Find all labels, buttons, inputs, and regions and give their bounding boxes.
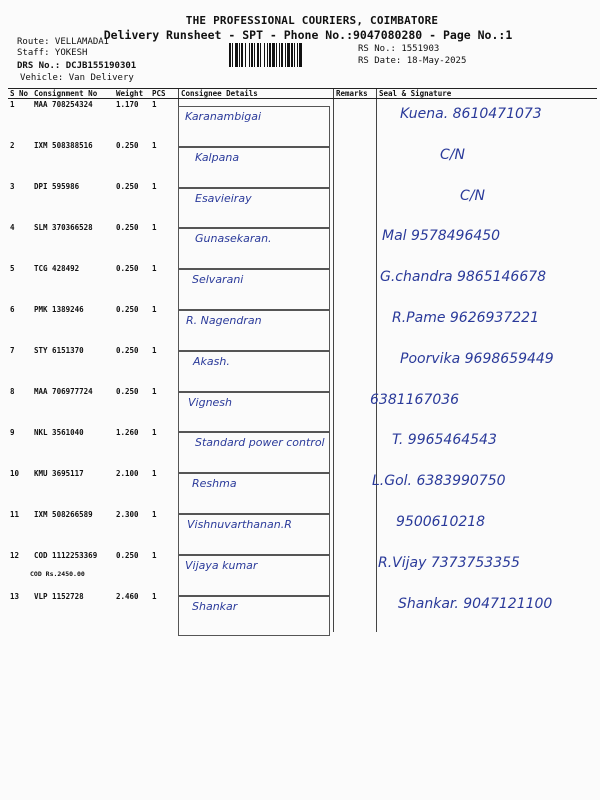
row-consignment-no: STY 6151370	[34, 346, 84, 355]
row-sno: 6	[10, 305, 15, 314]
row-pcs: 1	[152, 346, 157, 355]
row-pcs: 1	[152, 551, 157, 560]
row-consignment-no: DPI 595986	[34, 182, 80, 191]
signature-handwriting: Mal 9578496450	[382, 228, 501, 245]
runsheet-barcode	[229, 43, 353, 67]
row-pcs: 1	[152, 305, 157, 314]
row-remarks	[334, 509, 377, 550]
row-sno: 2	[10, 141, 15, 150]
col-consignment: Consignment No	[32, 89, 114, 99]
row-pcs: 1	[152, 469, 157, 478]
row-sno: 1	[10, 100, 15, 109]
row-sno: 8	[10, 387, 15, 396]
signature-handwriting: Shankar. 9047121100	[398, 595, 553, 612]
row-seal	[377, 181, 598, 222]
rs-date: RS Date: 18-May-2025	[358, 56, 467, 66]
col-weight: Weight	[114, 89, 150, 99]
consignee-box	[178, 392, 330, 433]
row-consignment-no: PMK 1389246	[34, 305, 84, 314]
row-pcs: 1	[152, 182, 157, 191]
col-pcs: PCS	[150, 89, 179, 99]
company-title: THE PROFESSIONAL COURIERS, COIMBATORE	[185, 14, 439, 27]
row-remarks	[334, 345, 377, 386]
col-remarks: Remarks	[334, 89, 377, 99]
row-weight: 0.250	[116, 551, 139, 560]
signature-handwriting: G.chandra 9865146678	[380, 269, 547, 286]
row-pcs: 1	[152, 387, 157, 396]
consignee-handwriting: Standard power control	[195, 436, 325, 450]
consignee-handwriting: Gunasekaran.	[195, 232, 272, 246]
row-remarks	[334, 550, 377, 591]
signature-handwriting: C/N	[440, 146, 465, 163]
row-weight: 0.250	[116, 346, 139, 355]
consignee-box	[178, 514, 330, 555]
col-consignee: Consignee Details	[179, 89, 334, 99]
consignee-handwriting: Vignesh	[188, 395, 233, 409]
cod-amount: COD Rs.2450.00	[30, 570, 85, 578]
consignee-box	[178, 188, 330, 229]
consignee-handwriting: Shankar	[192, 599, 238, 613]
rs-number: RS No.: 1551903	[358, 44, 440, 54]
row-seal	[377, 140, 598, 181]
consignee-box	[178, 310, 330, 351]
signature-handwriting: 9500610218	[396, 514, 486, 530]
consignee-handwriting: Vijaya kumar	[185, 558, 258, 572]
consignee-handwriting: Karanambigai	[185, 110, 262, 123]
consignee-handwriting: Esavieiray	[195, 191, 252, 205]
row-consignment-no: COD 1112253369 COD Rs.2450.00	[30, 551, 98, 578]
row-weight: 1.170	[116, 100, 139, 109]
consignee-handwriting: Selvarani	[192, 273, 244, 287]
row-remarks	[334, 222, 377, 263]
consignee-box	[178, 432, 330, 473]
row-pcs: 1	[152, 223, 157, 232]
consignee-box	[178, 269, 330, 310]
consignee-box	[178, 147, 330, 188]
consignee-handwriting: Akash.	[193, 354, 230, 368]
row-consignment-no: MAA 706977724	[34, 387, 93, 396]
row-remarks	[334, 468, 377, 509]
row-consignment-no: VLP 1152728	[34, 592, 84, 601]
row-sno: 3	[10, 182, 15, 191]
row-remarks	[334, 591, 377, 632]
row-weight: 0.250	[116, 387, 139, 396]
consignee-handwriting: Kalpana	[195, 150, 240, 164]
row-consignment-no: MAA 708254324	[34, 100, 93, 109]
row-sno: 4	[10, 223, 15, 232]
consignee-box	[178, 106, 330, 147]
row-sno: 9	[10, 428, 15, 437]
row-weight: 0.250	[116, 182, 139, 191]
signature-handwriting: Kuena. 8610471073	[400, 106, 542, 122]
row-weight: 0.250	[116, 305, 139, 314]
row-consignment-no: IXM 508266589	[34, 510, 93, 519]
row-pcs: 1	[152, 592, 157, 601]
row-remarks	[334, 99, 377, 141]
row-remarks	[334, 427, 377, 468]
signature-handwriting: T. 9965464543	[392, 432, 497, 449]
row-consignment-no: SLM 370366528	[34, 223, 93, 232]
row-remarks	[334, 304, 377, 345]
row-consignment-no: TCG 428492	[34, 264, 80, 273]
row-consignment-no: KMU 3695117	[34, 469, 84, 478]
row-consignment-no: NKL 3561040	[34, 428, 84, 437]
consignee-box	[178, 596, 330, 637]
row-sno: 7	[10, 346, 15, 355]
row-weight: 2.300	[116, 510, 139, 519]
drs-label: DRS No.: DCJB155190301	[17, 61, 137, 71]
row-sno: 13	[10, 592, 20, 601]
row-remarks	[334, 140, 377, 181]
row-remarks	[334, 263, 377, 304]
consignee-handwriting: Vishnuvarthanan.R	[187, 518, 292, 531]
row-pcs: 1	[152, 428, 157, 437]
signature-handwriting: R.Pame 9626937221	[392, 310, 539, 326]
col-seal: Seal & Signature	[377, 89, 598, 99]
row-pcs: 1	[152, 264, 157, 273]
row-pcs: 1	[152, 141, 157, 150]
row-sno: 10	[10, 469, 20, 478]
row-weight: 2.460	[116, 592, 139, 601]
row-pcs: 1	[152, 510, 157, 519]
route-label: Route: VELLAMADAI	[17, 37, 110, 47]
row-consignment-no: IXM 508388516	[34, 141, 93, 150]
row-weight: 2.100	[116, 469, 139, 478]
signature-handwriting: C/N	[460, 187, 485, 204]
consignee-box	[178, 228, 330, 269]
row-sno: 12	[10, 551, 20, 560]
row-pcs: 1	[152, 100, 157, 109]
consignee-box	[178, 555, 330, 596]
row-weight: 0.250	[116, 264, 139, 273]
consignee-handwriting: R. Nagendran	[186, 314, 262, 327]
row-remarks	[334, 181, 377, 222]
row-sno: 5	[10, 264, 15, 273]
signature-handwriting: Poorvika 9698659449	[400, 350, 554, 367]
row-weight: 0.250	[116, 223, 139, 232]
signature-handwriting: L.Gol. 6383990750	[372, 473, 506, 490]
signature-handwriting: 6381167036	[370, 391, 460, 408]
consignee-handwriting: Reshma	[192, 477, 237, 491]
row-sno: 11	[10, 510, 20, 519]
consignee-box	[178, 473, 330, 514]
runsheet-subtitle: Delivery Runsheet - SPT - Phone No.:9047080280 - Page No.:1	[103, 28, 513, 42]
staff-label: Staff: YOKESH	[17, 48, 88, 58]
vehicle-label: Vehicle: Van Delivery	[20, 73, 134, 83]
row-weight: 1.260	[116, 428, 139, 437]
signature-handwriting: R.Vijay 7373753355	[378, 554, 520, 571]
row-weight: 0.250	[116, 141, 139, 150]
col-sno: S No	[8, 89, 32, 99]
consignee-box	[178, 351, 330, 392]
table-header	[8, 89, 597, 99]
